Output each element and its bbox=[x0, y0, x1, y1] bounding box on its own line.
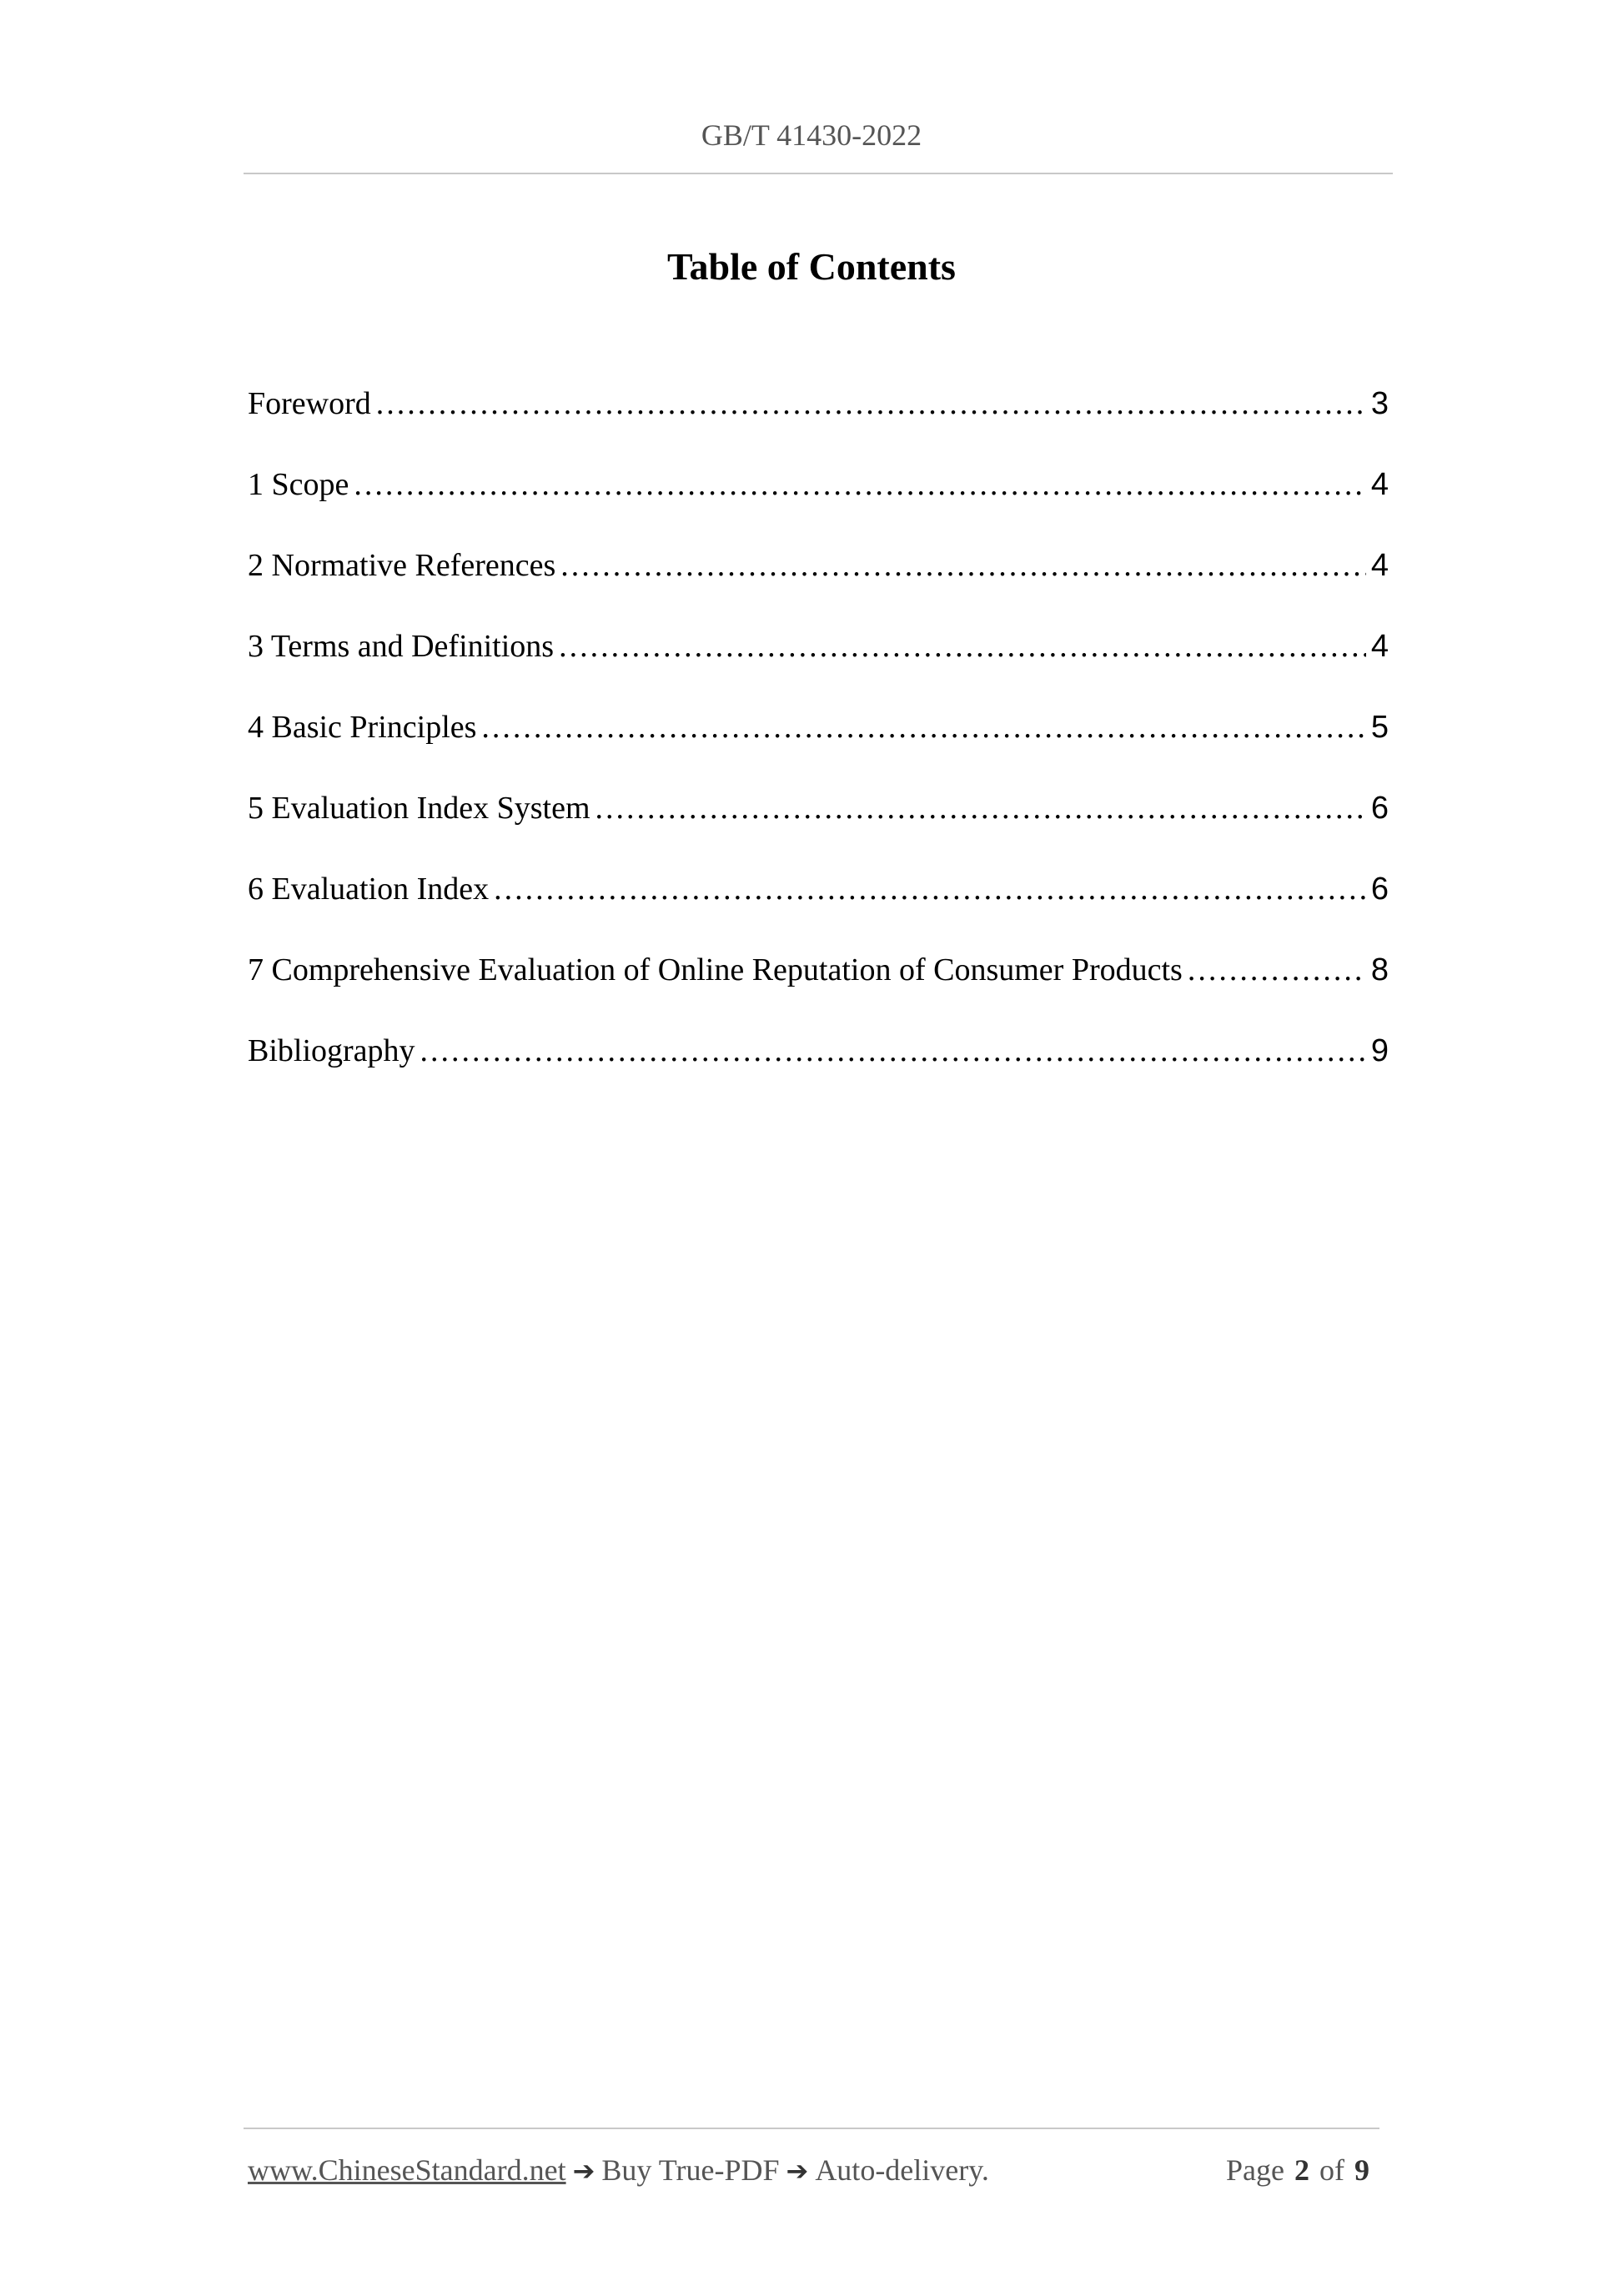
toc-entry-label: Bibliography bbox=[248, 1033, 415, 1068]
header-divider bbox=[244, 173, 1393, 174]
toc-entry-basic-principles[interactable] bbox=[248, 702, 1389, 783]
arrow-right-icon: ➔ bbox=[572, 2155, 595, 2187]
toc-entry-label: 5 Evaluation Index System bbox=[248, 791, 590, 826]
page-indicator bbox=[1226, 2150, 1379, 2190]
dot-leader bbox=[420, 1026, 1366, 1076]
dot-leader bbox=[595, 783, 1366, 833]
toc-page-number: 4 bbox=[1370, 467, 1389, 502]
toc-entry-bibliography[interactable] bbox=[248, 1026, 1389, 1107]
toc-entry-label: 1 Scope bbox=[248, 467, 349, 502]
toc-entry-terms-and-definitions[interactable] bbox=[248, 621, 1389, 702]
footer-step-buy: Buy True-PDF bbox=[601, 2153, 780, 2187]
footer-divider bbox=[244, 2128, 1379, 2129]
document-code-header: GB/T 41430-2022 bbox=[701, 118, 922, 152]
dot-leader bbox=[560, 540, 1366, 590]
toc-page-number: 6 bbox=[1370, 791, 1389, 826]
toc-entry-label: 2 Normative References bbox=[248, 548, 556, 583]
page-footer bbox=[248, 2150, 1379, 2191]
dot-leader bbox=[354, 460, 1365, 510]
table-of-contents bbox=[248, 379, 1389, 1107]
dot-leader bbox=[559, 621, 1366, 671]
dot-leader bbox=[376, 379, 1366, 429]
toc-entry-evaluation-index[interactable] bbox=[248, 864, 1389, 945]
total-page-number: 9 bbox=[1354, 2153, 1369, 2187]
toc-page-number: 4 bbox=[1370, 548, 1389, 583]
toc-page-number: 4 bbox=[1370, 629, 1389, 664]
dot-leader bbox=[481, 702, 1365, 752]
toc-entry-label: 4 Basic Principles bbox=[248, 710, 477, 745]
website-link[interactable]: www.ChineseStandard.net bbox=[248, 2153, 566, 2187]
arrow-right-icon: ➔ bbox=[786, 2155, 809, 2187]
toc-page-number: 5 bbox=[1370, 710, 1389, 745]
dot-leader bbox=[1188, 945, 1366, 995]
toc-entry-foreword[interactable] bbox=[248, 379, 1389, 460]
toc-page-number: 8 bbox=[1370, 952, 1389, 987]
footer-step-delivery: Auto-delivery. bbox=[815, 2153, 989, 2187]
toc-entry-comprehensive-evaluation[interactable] bbox=[248, 945, 1389, 1026]
current-page-number: 2 bbox=[1294, 2153, 1309, 2187]
toc-entry-scope[interactable] bbox=[248, 460, 1389, 540]
dot-leader bbox=[494, 864, 1366, 914]
footer-purchase-line bbox=[248, 2150, 989, 2191]
toc-page-number: 9 bbox=[1370, 1033, 1389, 1068]
toc-entry-label: 3 Terms and Definitions bbox=[248, 629, 555, 664]
toc-entry-label: Foreword bbox=[248, 386, 371, 421]
toc-entry-label: 6 Evaluation Index bbox=[248, 872, 490, 907]
toc-page-number: 3 bbox=[1370, 386, 1389, 421]
toc-entry-normative-references[interactable] bbox=[248, 540, 1389, 621]
toc-entry-evaluation-index-system[interactable] bbox=[248, 783, 1389, 864]
page-word: Page bbox=[1226, 2153, 1284, 2187]
toc-entry-label: 7 Comprehensive Evaluation of Online Reputation of Consumer Products bbox=[248, 952, 1183, 987]
page-title: Table of Contents bbox=[667, 245, 956, 288]
of-word: of bbox=[1319, 2153, 1344, 2187]
toc-page-number: 6 bbox=[1370, 872, 1389, 907]
